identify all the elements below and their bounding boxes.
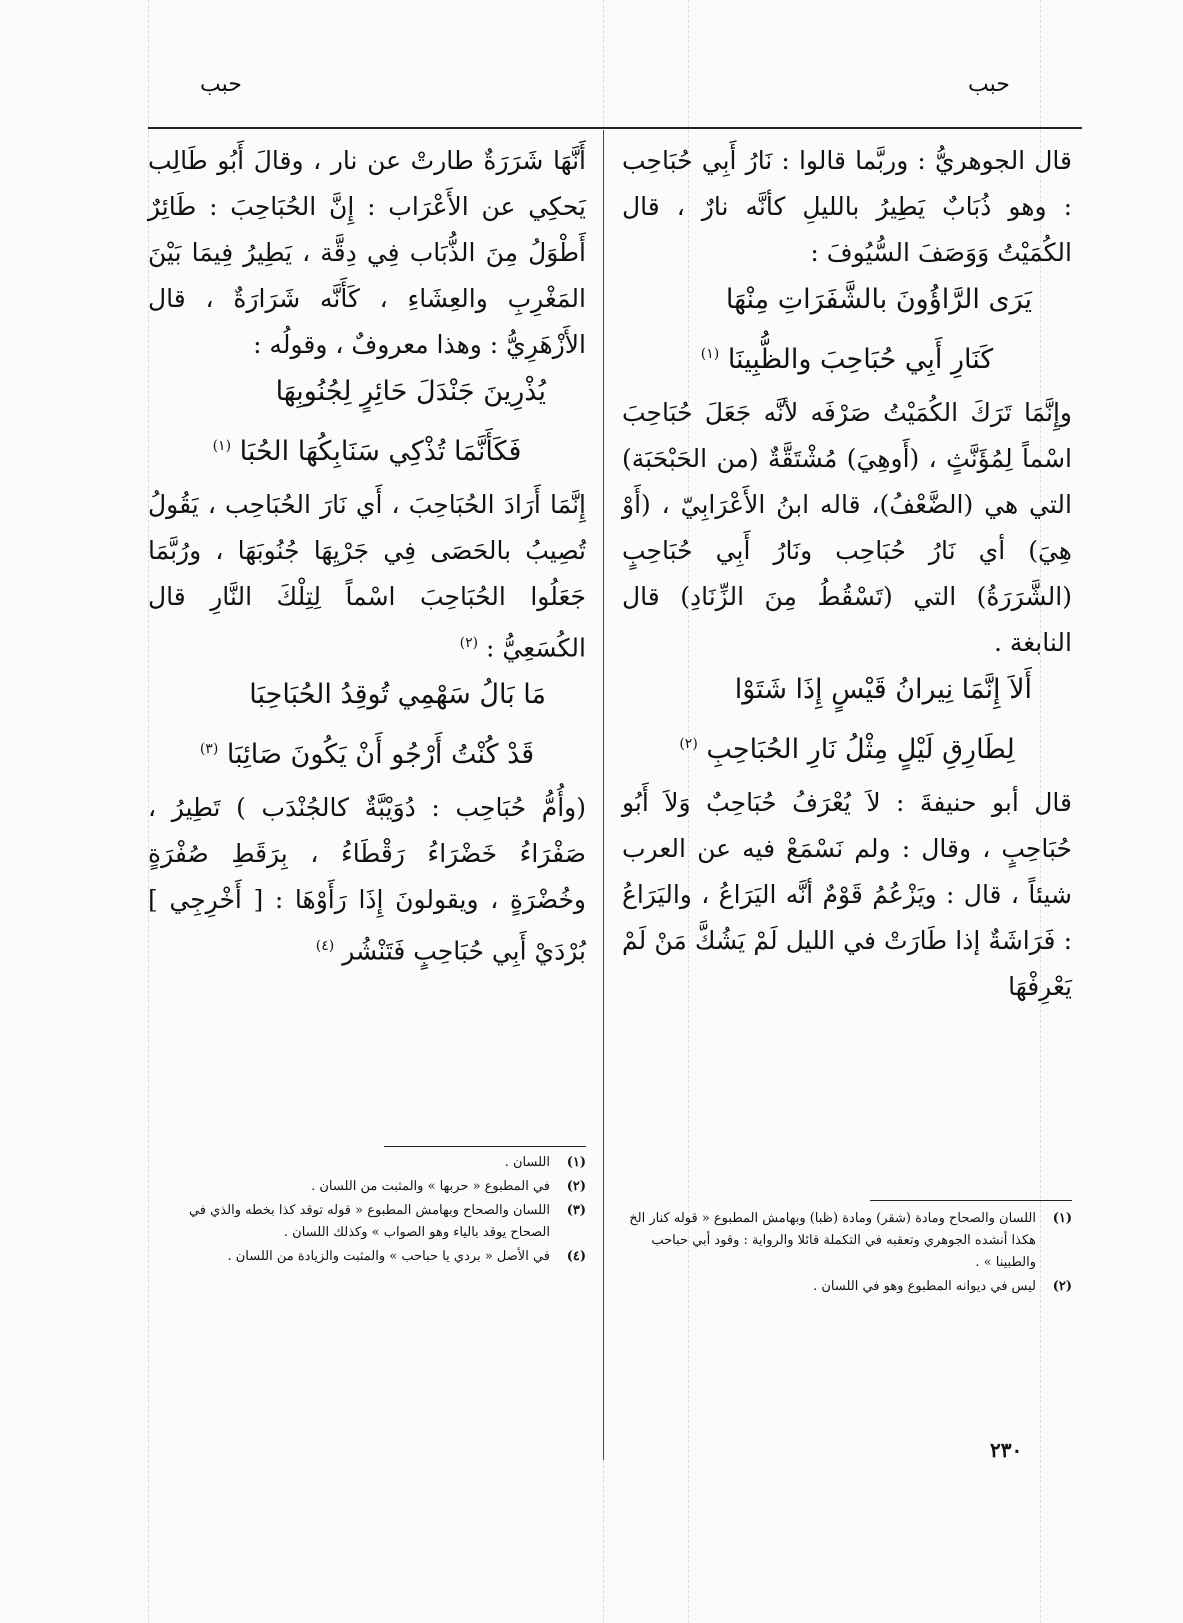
footnote [622,1208,1072,1274]
verse-line [622,666,1072,714]
verse-line [148,422,586,476]
footnotes-right [622,1208,1072,1300]
footnote-number: (١) [566,1155,586,1170]
footnote-ref: (٢) [459,635,479,651]
verse-text: أَلاَ إِنَّمَا نِيرانُ قَيْسٍ إِذَا شَتَوْا [734,674,1032,705]
verse-line [148,671,586,719]
footnote-ref: (١) [212,438,232,454]
paragraph: أَنَّهَا شَرَرَةٌ طارتْ عن نار ، وقالَ أَبُو طَالِب يَحكِي عن الأَعْرَاب : إِنَّ الحُبَاحِبَ : طَائِرٌ أَطْوَلُ مِنَ الذُّبَاب فِي دِقَّة ، يَطِيرُ فِيمَا بَيْنَ المَغْرِبِ والعِشَاءِ ، كَأَنَّه شَرَارَةٌ ، قال الأَزْهَرِيُّ : وهذا معروفٌ ، وقولُه : [148,146,586,359]
footnote [148,1176,586,1198]
verse-text: مَا بَالُ سَهْمِي تُوقِدُ الحُبَاحِبَا [249,679,546,711]
paragraph-text: (وأُمُّ حُبَاحِب : دُوَيْبَّةٌ كالجُنْدَب ) تَطِيرُ ، صَفْرَاءُ خَضْرَاءُ رَقْطَاءُ ، بِرَقَطِ صُفْرَةٍ وخُضْرَةٍ ، ويقولونَ إِذَا رَأَوْهَا : [ أَخْرِجِي ] بُرْدَيْ أَبِي حُبَاحِبٍ فَتَنْشُر [148,793,586,966]
footnote-ref: (٢) [679,736,698,752]
footnote-text: اللسان والصحاح ومادة (شقر) ومادة (ظبا) وبهامش المطبوع « قوله كنار الخ هكذا أنشده الجوهري وتعقبه في التكملة قائلا والرواية : وقود أبي حباحب والطبينا » . [629,1211,1036,1270]
paragraph: قال الجوهريُّ : وربَّما قالوا : نَارُ أَبِي حُبَاحِب : وهو ذُبَابٌ يَطِيرُ بالليلِ كأنَّه نارٌ ، قال الكُمَيْتُ وَوَصَفَ السُّيُوفَ : [622,146,1072,267]
page-header-right: حبب [968,72,1010,97]
verse-text: يُذْرِينَ جَنْدَلَ حَائِرٍ لِجُنُوبِهَا [275,376,546,407]
footnote [622,1276,1072,1298]
footnote-number: (٢) [566,1179,586,1194]
footnote-text: ليس في ديوانه المطبوع وهو في اللسان . [813,1279,1036,1294]
footnote-text: في المطبوع « حربها » والمثبت من اللسان . [311,1179,550,1194]
footnote [148,1200,586,1244]
paragraph [148,785,586,974]
paragraph-text: إِنَّمَا أَرَادَ الحُبَاحِبَ ، أَي نَارَ الحُبَاحِب ، يَقُولُ تُصِيبُ بالحَصَى فِي جَرْيِهَا جُنُوبَهَا ، ورُبَّمَا جَعَلُوا الحُبَاحِبَ اسْماً لِتِلْكَ النَّارِ قال الكُسَعِيُّ : [148,490,586,663]
verse-line [622,720,1072,774]
paragraph: وإِنَّمَا تَرَكَ الكُمَيْتُ صَرْفَه لأنَّه جَعَلَ حُبَاحِبَ اسْماً لِمُؤَنَّثٍ ، (أَوهِيَ) مُشْتَقَّةٌ (من الحَبْحَبَة) التي هي (الضَّعْفُ)، قاله ابنُ الأَعْرَابِيّ ، (أَوْ هِيَ) أي نَارُ حُبَاحِب ونَارُ أَبِي حُبَاحِبٍ (الشَّرَرَةُ) التي (تَسْقُطُ مِنَ الزِّنَادِ) قال النابغة . [622,398,1072,657]
paragraph: قال أبو حنيفةَ : لاَ يُعْرَفُ حُبَاحِبٌ وَلاَ أَبُو حُبَاحِبٍ ، وقال : ولم نَسْمَعْ فيه عن العرب شيئاً ، قال : ويَزْعُمُ قَوْمٌ أنَّه اليَرَاعُ ، واليَرَاعُ : فَرَاشَةٌ إذا طَارَتْ في الليل لَمْ يَشُكَّ مَنْ لَمْ يَعْرِفْهَا [622,788,1072,1001]
footnote [148,1152,586,1174]
footnote-number: (٢) [1052,1279,1072,1294]
verse-text: يَرَى الرَّاؤُونَ بالشَّفَرَاتِ مِنْهَا [725,284,1032,315]
verse-text: فَكَأَنَّمَا تُذْكِي سَنَابِكُهَا الحُبَا [239,436,522,467]
verse-text: لِطَارِقِ لَيْلٍ مِثْلُ نَارِ الحُبَاحِبِ [706,734,1015,765]
left-column [148,138,586,975]
paragraph [148,482,586,671]
footnote-text: اللسان والصحاح وبهامش المطبوع « قوله توقد كذا بخطه والذي في الصحاح يوقد بالياء وهو الصواب » وكذلك اللسان . [188,1203,550,1240]
verse-line [148,368,586,416]
footnote-ref: (١) [700,346,720,362]
page-header-left: حبب [200,72,242,97]
header-rule [148,127,1082,129]
footnote-ref: (٣) [199,741,219,758]
verse-text: كَنَارِ أَبِي حُبَاحِبَ والظُّبِينَا [727,344,994,375]
page-number: ٢٣٠ [990,1438,1023,1462]
right-column [622,138,1072,1010]
footnote-number: (٣) [566,1203,586,1218]
footnotes-left [148,1152,586,1270]
footnote-text: في الأصل « بردي يا حباحب » والمثبت والزيادة من اللسان . [227,1249,550,1264]
footnote-number: (١) [1052,1211,1072,1226]
verse-line [622,330,1072,384]
footnote-ref: (٤) [315,938,335,955]
column-divider [603,130,604,1460]
verse-text: قَدْ كُنْتُ أَرْجُو أَنْ يَكُونَ صَائِبَا [226,739,535,771]
footnote-number: (٤) [566,1249,586,1264]
verse-line [148,725,586,779]
footnote-rule-left [384,1146,586,1147]
footnote [148,1246,586,1268]
verse-line [622,276,1072,324]
footnote-text: اللسان . [504,1155,550,1170]
footnote-rule-right [870,1200,1072,1201]
